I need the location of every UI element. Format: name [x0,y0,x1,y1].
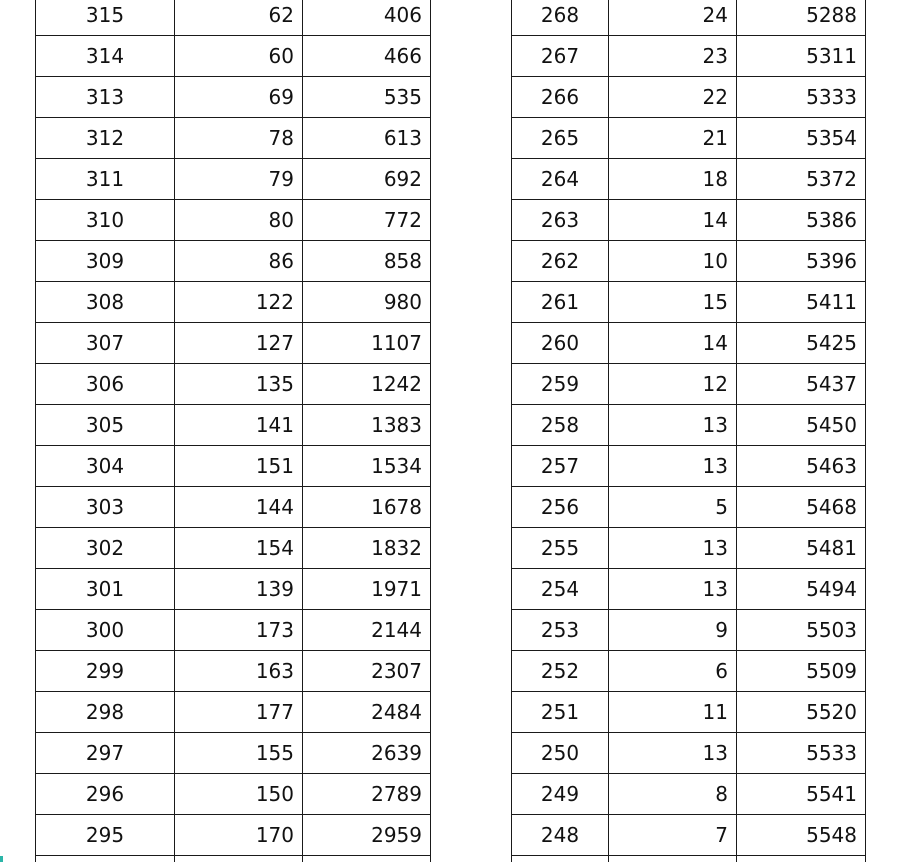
cumulative-cell: 613 [303,118,431,159]
cumulative-cell: 2144 [303,610,431,651]
score-cell: 301 [36,569,175,610]
table-row [36,323,431,364]
score-cell: 304 [36,446,175,487]
cumulative-cell: 1534 [303,446,431,487]
score-table-right [511,0,866,862]
table-row [36,200,431,241]
score-cell: 295 [36,815,175,856]
score-cell: 310 [36,200,175,241]
score-cell [512,856,609,862]
cumulative-cell: 5468 [737,487,866,528]
score-table-right-body [512,0,866,862]
score-cell: 313 [36,77,175,118]
cumulative-cell: 535 [303,77,431,118]
count-cell: 173 [175,610,303,651]
table-row [36,446,431,487]
table-row [36,528,431,569]
table-row [512,323,866,364]
table-row [36,610,431,651]
score-cell: 296 [36,774,175,815]
count-cell: 13 [609,528,737,569]
score-cell: 315 [36,0,175,36]
score-cell: 254 [512,569,609,610]
table-row [36,569,431,610]
table-row [512,241,866,282]
table-row [512,815,866,856]
cumulative-cell: 5481 [737,528,866,569]
table-row [512,774,866,815]
score-cell: 250 [512,733,609,774]
count-cell [609,856,737,862]
table-row [512,36,866,77]
table-row [512,610,866,651]
score-cell: 262 [512,241,609,282]
table-row [512,364,866,405]
cumulative-cell: 5494 [737,569,866,610]
count-cell: 127 [175,323,303,364]
table-row [512,569,866,610]
count-cell: 155 [175,733,303,774]
count-cell: 7 [609,815,737,856]
cumulative-cell: 5509 [737,651,866,692]
table-row [36,487,431,528]
table-row [512,446,866,487]
count-cell: 135 [175,364,303,405]
score-cell: 251 [512,692,609,733]
score-cell: 297 [36,733,175,774]
cumulative-cell: 5411 [737,282,866,323]
count-cell: 177 [175,692,303,733]
score-cell: 309 [36,241,175,282]
table-row [512,405,866,446]
cumulative-cell: 5386 [737,200,866,241]
cumulative-cell: 1832 [303,528,431,569]
count-cell: 23 [609,36,737,77]
cumulative-cell: 5354 [737,118,866,159]
cumulative-cell: 980 [303,282,431,323]
table-row [36,241,431,282]
table-row [36,856,431,862]
score-cell: 266 [512,77,609,118]
count-cell [175,856,303,862]
score-cell: 314 [36,36,175,77]
window-edge-accent [0,856,3,862]
table-row [512,282,866,323]
cumulative-cell: 858 [303,241,431,282]
count-cell: 12 [609,364,737,405]
cumulative-cell: 5437 [737,364,866,405]
table-row [36,774,431,815]
score-table-left-body [36,0,431,862]
count-cell: 80 [175,200,303,241]
cumulative-cell: 5333 [737,77,866,118]
table-row [36,815,431,856]
count-cell: 122 [175,282,303,323]
count-cell: 139 [175,569,303,610]
table-row [36,364,431,405]
table-row [512,77,866,118]
score-cell: 300 [36,610,175,651]
count-cell: 86 [175,241,303,282]
count-cell: 151 [175,446,303,487]
score-cell: 261 [512,282,609,323]
score-cell: 260 [512,323,609,364]
count-cell: 163 [175,651,303,692]
count-cell: 13 [609,405,737,446]
count-cell: 18 [609,159,737,200]
score-cell: 299 [36,651,175,692]
score-cell: 303 [36,487,175,528]
cumulative-cell: 5548 [737,815,866,856]
cumulative-cell [737,856,866,862]
score-cell: 264 [512,159,609,200]
cumulative-cell: 1971 [303,569,431,610]
count-cell: 79 [175,159,303,200]
count-cell: 78 [175,118,303,159]
cumulative-cell: 406 [303,0,431,36]
score-cell: 298 [36,692,175,733]
count-cell: 11 [609,692,737,733]
score-cell: 268 [512,0,609,36]
cumulative-cell: 5450 [737,405,866,446]
count-cell: 60 [175,36,303,77]
cumulative-cell: 2789 [303,774,431,815]
cumulative-cell: 5372 [737,159,866,200]
table-row [512,118,866,159]
count-cell: 6 [609,651,737,692]
score-cell: 311 [36,159,175,200]
table-row [512,856,866,862]
score-cell: 257 [512,446,609,487]
count-cell: 13 [609,569,737,610]
count-cell: 13 [609,446,737,487]
cumulative-cell: 5311 [737,36,866,77]
cumulative-cell: 772 [303,200,431,241]
cumulative-cell: 5463 [737,446,866,487]
table-row [36,733,431,774]
score-cell: 248 [512,815,609,856]
cumulative-cell: 1107 [303,323,431,364]
cumulative-cell: 1678 [303,487,431,528]
count-cell: 21 [609,118,737,159]
score-cell [36,856,175,862]
cumulative-cell: 5520 [737,692,866,733]
score-cell: 312 [36,118,175,159]
count-cell: 69 [175,77,303,118]
cumulative-cell: 1383 [303,405,431,446]
cumulative-cell: 2484 [303,692,431,733]
score-cell: 249 [512,774,609,815]
table-row [36,36,431,77]
count-cell: 144 [175,487,303,528]
score-cell: 305 [36,405,175,446]
count-cell: 141 [175,405,303,446]
table-row [512,487,866,528]
cumulative-cell [303,856,431,862]
score-cell: 306 [36,364,175,405]
table-row [36,651,431,692]
table-row [512,528,866,569]
table-row [512,159,866,200]
score-cell: 258 [512,405,609,446]
table-row [512,0,866,36]
count-cell: 14 [609,323,737,364]
count-cell: 10 [609,241,737,282]
table-row [36,0,431,36]
table-row [36,405,431,446]
score-cell: 263 [512,200,609,241]
cumulative-cell: 5396 [737,241,866,282]
count-cell: 62 [175,0,303,36]
cumulative-cell: 466 [303,36,431,77]
score-cell: 255 [512,528,609,569]
count-cell: 8 [609,774,737,815]
table-row [36,692,431,733]
cumulative-cell: 2639 [303,733,431,774]
score-cell: 307 [36,323,175,364]
cumulative-cell: 5288 [737,0,866,36]
cumulative-cell: 5541 [737,774,866,815]
score-cell: 265 [512,118,609,159]
score-cell: 252 [512,651,609,692]
score-cell: 302 [36,528,175,569]
count-cell: 24 [609,0,737,36]
cumulative-cell: 2959 [303,815,431,856]
count-cell: 14 [609,200,737,241]
table-row [36,77,431,118]
count-cell: 9 [609,610,737,651]
table-row [36,118,431,159]
count-cell: 150 [175,774,303,815]
score-cell: 256 [512,487,609,528]
cumulative-cell: 2307 [303,651,431,692]
count-cell: 13 [609,733,737,774]
table-row [512,733,866,774]
count-cell: 154 [175,528,303,569]
cumulative-cell: 5533 [737,733,866,774]
count-cell: 170 [175,815,303,856]
count-cell: 5 [609,487,737,528]
table-row [512,692,866,733]
cumulative-cell: 5425 [737,323,866,364]
cumulative-cell: 692 [303,159,431,200]
count-cell: 22 [609,77,737,118]
score-cell: 253 [512,610,609,651]
count-cell: 15 [609,282,737,323]
table-row [512,651,866,692]
cumulative-cell: 5503 [737,610,866,651]
score-cell: 259 [512,364,609,405]
score-table-left [35,0,431,862]
table-row [512,200,866,241]
table-row [36,282,431,323]
cumulative-cell: 1242 [303,364,431,405]
table-row [36,159,431,200]
score-cell: 267 [512,36,609,77]
score-cell: 308 [36,282,175,323]
